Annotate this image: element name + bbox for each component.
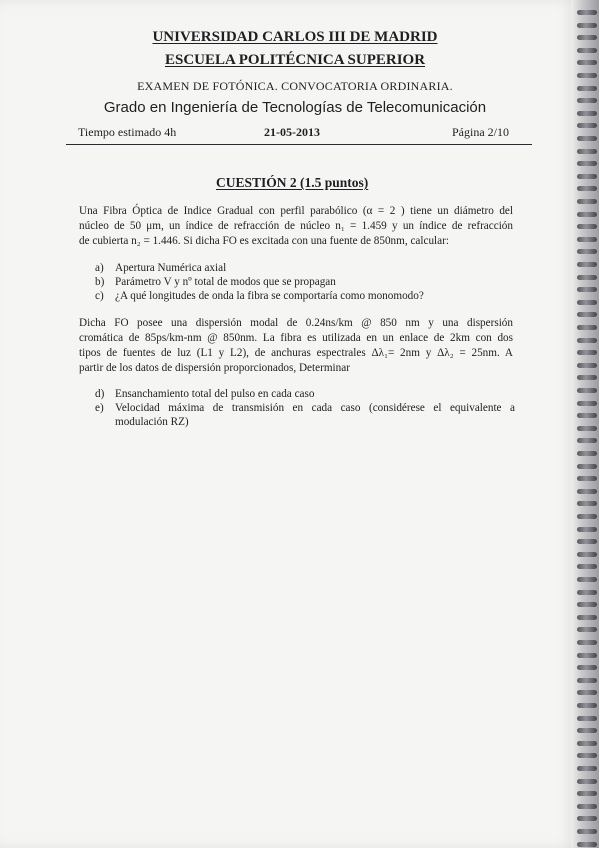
binding-coil: [577, 325, 597, 330]
item-text: Ensanchamiento total del pulso en cada caso: [115, 388, 315, 400]
binding-coil: [577, 98, 597, 103]
intro-line: de cubierta n₂ = 1.446. Si dicha FO es excitada con una fuente de 850nm, calcular:: [79, 235, 449, 247]
item-text-block: [115, 401, 515, 429]
university-name: UNIVERSIDAD CARLOS III DE MADRID: [152, 29, 438, 45]
binding-coil: [577, 779, 597, 784]
item-label: b): [95, 276, 105, 288]
binding-coil: [577, 678, 597, 683]
page-number: Página 2/10: [452, 125, 509, 139]
intro-line: Una Fibra Óptica de Indice Gradual con perfil parabólico (α = 2 ) tiene un diámetro del: [79, 205, 513, 217]
binding-coil: [577, 476, 597, 481]
binding-coil: [577, 753, 597, 758]
binding-coil: [577, 249, 597, 254]
binding-coil: [577, 287, 597, 292]
question-intro: [79, 204, 513, 249]
binding-coil: [577, 186, 597, 191]
item-label: c): [95, 290, 104, 302]
binding-coil: [577, 602, 597, 607]
list-item: [95, 275, 515, 289]
item-text: Apertura Numérica axial: [115, 262, 227, 274]
binding-coil: [577, 60, 597, 65]
list-item: [95, 289, 515, 303]
binding-coil: [577, 564, 597, 569]
binding-coil: [577, 149, 597, 154]
binding-coil: [577, 703, 597, 708]
degree-name: Grado en Ingeniería de Tecnologías de Telecomunicación: [103, 99, 487, 116]
binding-coil: [577, 640, 597, 645]
binding-coil: [577, 501, 597, 506]
item-text: modulación RZ): [115, 416, 189, 428]
binding-coil: [577, 665, 597, 670]
exam-title: EXAMEN DE FOTÓNICA. CONVOCATORIA ORDINARIA.: [137, 79, 453, 93]
exam-date: 21-05-2013: [264, 125, 320, 139]
dispersion-paragraph: [79, 316, 513, 376]
binding-coil: [577, 224, 597, 229]
paragraph-line: Dicha FO posee una dispersión modal de 0.24ns/km @ 850 nm y una dispersión: [79, 317, 513, 329]
binding-coil: [577, 237, 597, 242]
binding-coil: [577, 489, 597, 494]
item-text: Parámetro V y nº total de modos que se propagan: [115, 276, 336, 288]
binding-coil: [577, 111, 597, 116]
binding-coil: [577, 86, 597, 91]
binding-coil: [577, 464, 597, 469]
binding-coil: [577, 842, 597, 847]
paragraph-line: partir de los datos de dispersión proporcionados, Determinar: [79, 362, 350, 374]
binding-coil: [577, 413, 597, 418]
binding-coil: [577, 438, 597, 443]
binding-coil: [577, 627, 597, 632]
binding-coil: [577, 350, 597, 355]
item-label: e): [95, 402, 104, 414]
binding-coil: [577, 716, 597, 721]
item-text: ¿A qué longitudes de onda la fibra se comportaría como monomodo?: [115, 290, 424, 302]
binding-coil: [577, 10, 597, 15]
binding-coil: [577, 48, 597, 53]
item-label: a): [95, 262, 104, 274]
binding-coil: [577, 199, 597, 204]
spiral-binding: [571, 0, 599, 848]
binding-coil: [577, 275, 597, 280]
item-label: d): [95, 388, 105, 400]
binding-coil: [577, 262, 597, 267]
binding-coil: [577, 212, 597, 217]
list-item: [95, 261, 515, 275]
binding-coil: [577, 401, 597, 406]
binding-coil: [577, 577, 597, 582]
list-item: [95, 387, 515, 401]
school-name: ESCUELA POLITÉCNICA SUPERIOR: [164, 52, 426, 68]
header-divider: [66, 144, 532, 145]
binding-coil: [577, 615, 597, 620]
binding-coil: [577, 741, 597, 746]
binding-coil: [577, 552, 597, 557]
binding-coil: [577, 816, 597, 821]
binding-coil: [577, 426, 597, 431]
sub-questions-a-c: [95, 261, 515, 303]
sub-questions-d-e: [95, 387, 515, 429]
binding-coil: [577, 312, 597, 317]
binding-coil: [577, 804, 597, 809]
binding-coil: [577, 791, 597, 796]
question-title: CUESTIÓN 2 (1.5 puntos): [216, 175, 369, 190]
binding-coil: [577, 123, 597, 128]
binding-coil: [577, 161, 597, 166]
list-item: [95, 401, 515, 429]
binding-coil: [577, 35, 597, 40]
binding-coil: [577, 174, 597, 179]
binding-coil: [577, 375, 597, 380]
binding-coil: [577, 514, 597, 519]
binding-coil: [577, 728, 597, 733]
item-text: Velocidad máxima de transmisión en cada caso (considérese el equivalente a: [115, 402, 515, 414]
binding-coil: [577, 539, 597, 544]
binding-coil: [577, 300, 597, 305]
binding-coil: [577, 338, 597, 343]
binding-coil: [577, 73, 597, 78]
binding-coil: [577, 363, 597, 368]
binding-coil: [577, 653, 597, 658]
binding-coil: [577, 766, 597, 771]
binding-coil: [577, 590, 597, 595]
intro-line: núcleo de 50 μm, un índice de refracción de núcleo n₁ = 1.459 y un índice de refracción: [79, 220, 513, 232]
binding-coil: [577, 527, 597, 532]
paragraph-line: cromática de 85ps/km-nm @ 850nm. La fibra es utilizada en un enlace de 2km con dos: [79, 332, 513, 344]
binding-coil: [577, 451, 597, 456]
binding-coil: [577, 23, 597, 28]
binding-coil: [577, 690, 597, 695]
paragraph-line: tipos de fuentes de luz (L1 y L2), de anchuras espectrales Δλ₁= 2nm y Δλ₂ = 25nm. A: [79, 347, 513, 359]
estimated-time: Tiempo estimado 4h: [78, 125, 177, 139]
binding-coil: [577, 136, 597, 141]
binding-coil: [577, 388, 597, 393]
binding-coil: [577, 829, 597, 834]
